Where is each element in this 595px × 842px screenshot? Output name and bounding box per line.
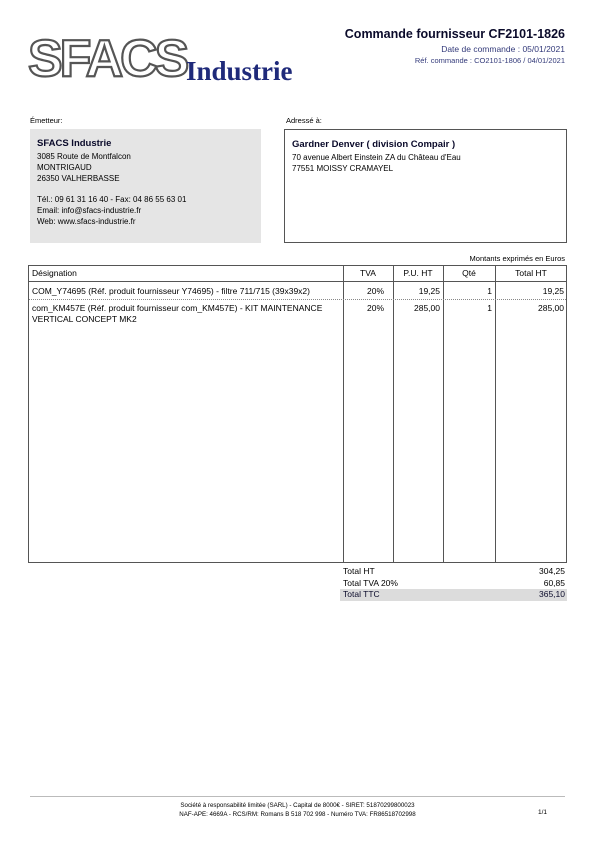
column-header-unit-price: P.U. HT — [403, 268, 433, 278]
sender-phone: Tél.: 09 61 31 16 40 - Fax: 04 86 55 63 01 — [37, 195, 187, 204]
column-header-quantity: Qté — [462, 268, 476, 278]
line-unit-price: 19,25 — [418, 286, 440, 296]
line-quantity: 1 — [487, 303, 492, 313]
logo-main-text: SFACS — [28, 30, 187, 86]
line-designation: COM_Y74695 (Réf. produit fournisseur Y74695) - filtre 711/715 (39x39x2) — [32, 286, 310, 296]
sender-address-line: MONTRIGAUD — [37, 163, 92, 172]
order-lines-table — [28, 265, 567, 563]
total-ttc-value: 365,10 — [539, 589, 565, 599]
total-ht-label: Total HT — [343, 566, 375, 576]
total-tva-row — [340, 578, 567, 590]
sender-label: Émetteur: — [30, 116, 63, 125]
total-ht-value: 304,25 — [539, 566, 565, 576]
order-date: Date de commande : 05/01/2021 — [441, 44, 565, 54]
line-designation-continued: VERTICAL CONCEPT MK2 — [32, 314, 137, 324]
table-row — [29, 300, 566, 326]
line-quantity: 1 — [487, 286, 492, 296]
footer-line: NAF-APE: 4669A - RCS/RM: Romans B 518 702 998 - Numéro TVA: FR86518702998 — [179, 811, 416, 818]
total-ht-row — [340, 566, 567, 578]
line-designation: com_KM457E (Réf. produit fournisseur com_KM457E) - KIT MAINTENANCE — [32, 303, 323, 313]
line-tva: 20% — [366, 303, 384, 313]
sender-website: Web: www.sfacs-industrie.fr — [37, 217, 136, 226]
order-reference: Réf. commande : CO2101-1806 / 04/01/2021 — [414, 56, 565, 65]
line-unit-price: 285,00 — [414, 303, 440, 313]
line-total: 19,25 — [542, 286, 564, 296]
document-header — [345, 27, 565, 65]
currency-note: Montants exprimés en Euros — [469, 254, 565, 263]
sender-email: Email: info@sfacs-industrie.fr — [37, 206, 142, 215]
column-header-designation: Désignation — [32, 268, 77, 278]
line-total: 285,00 — [538, 303, 564, 313]
recipient-address-line: 77551 MOISSY CRAMAYEL — [292, 164, 394, 173]
recipient-name: Gardner Denver ( division Compair ) — [292, 139, 456, 150]
total-ttc-label: Total TTC — [343, 589, 380, 599]
table-row — [29, 283, 566, 300]
company-logo — [28, 30, 313, 86]
page-number: 1/1 — [537, 809, 547, 816]
sender-address-line: 26350 VALHERBASSE — [37, 174, 120, 183]
logo-sub-text: Industrie — [186, 56, 293, 86]
sender-name: SFACS Industrie — [37, 138, 112, 149]
sfacs-logo-graphic — [28, 30, 313, 86]
total-ttc-row — [340, 589, 567, 601]
legal-footer — [30, 796, 565, 819]
document-title: Commande fournisseur CF2101-1826 — [344, 27, 565, 41]
recipient-address-line: 70 avenue Albert Einstein ZA du Château d'Eau — [292, 153, 461, 162]
sender-box — [30, 129, 261, 243]
line-tva: 20% — [366, 286, 384, 296]
footer-line: Société à responsabilité limitée (SARL) - Capital de 8000€ - SIRET: 51870299800023 — [180, 802, 415, 809]
totals-block — [340, 566, 567, 601]
column-header-tva: TVA — [360, 268, 376, 278]
recipient-box — [284, 129, 567, 243]
column-header-total: Total HT — [515, 268, 547, 278]
total-tva-value: 60,85 — [543, 577, 565, 588]
recipient-label: Adressé à: — [286, 116, 322, 125]
total-tva-label: Total TVA 20% — [343, 577, 398, 588]
sender-address-line: 3085 Route de Montfalcon — [37, 152, 131, 161]
